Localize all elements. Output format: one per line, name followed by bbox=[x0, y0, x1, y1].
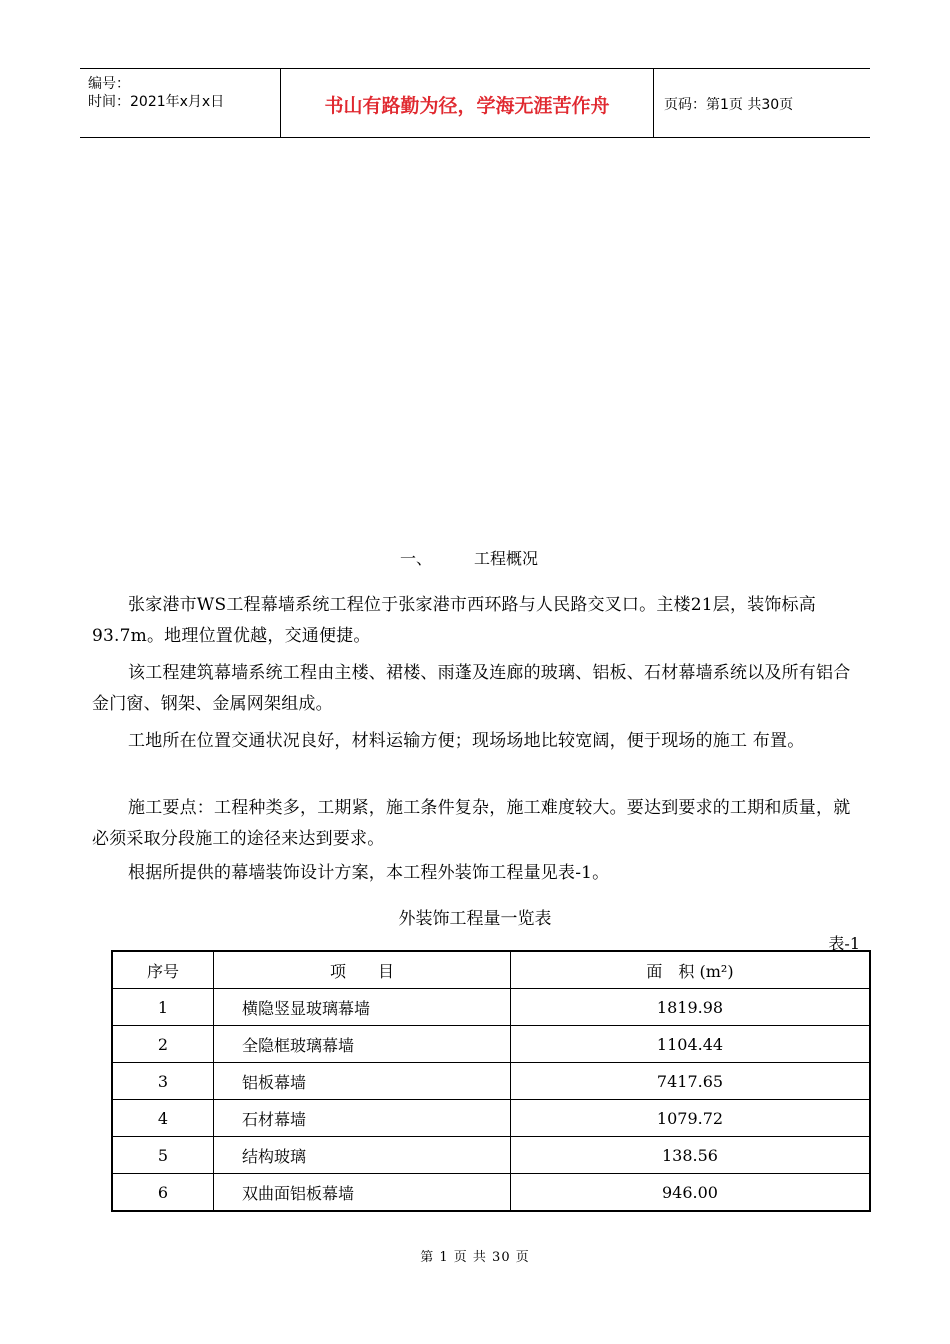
table-title: 外装饰工程量一览表 bbox=[398, 909, 552, 929]
header-area: 面 积 (m²) bbox=[511, 951, 871, 989]
table-header-row bbox=[112, 951, 870, 989]
header-motto-cell bbox=[281, 69, 654, 137]
table-row bbox=[112, 1100, 870, 1137]
row-item: 石材幕墙 bbox=[214, 1100, 511, 1137]
header-item: 项 目 bbox=[214, 951, 511, 989]
table-reference: 表-1 bbox=[828, 934, 860, 953]
row-area: 1104.44 bbox=[511, 1026, 871, 1063]
header-serial: 序号 bbox=[112, 951, 214, 989]
table-row bbox=[112, 1137, 870, 1174]
row-serial: 1 bbox=[112, 989, 214, 1026]
table-row bbox=[112, 989, 870, 1026]
quantity-table bbox=[111, 950, 871, 1212]
page-footer: 第 1 页 共 30 页 bbox=[420, 1250, 530, 1265]
row-area: 946.00 bbox=[511, 1174, 871, 1212]
row-item: 横隐竖显玻璃幕墙 bbox=[214, 989, 511, 1026]
header-page-info: 页码：第1页 共30页 bbox=[664, 97, 794, 113]
paragraph: 根据所提供的幕墙装饰设计方案，本工程外装饰工程量见表-1。 bbox=[128, 863, 610, 883]
paragraph: 工地所在位置交通状况良好，材料运输方便；现场场地比较宽阔，便于现场的施工 布置。 bbox=[128, 731, 805, 751]
page-header bbox=[80, 68, 870, 138]
header-motto: 书山有路勤为径，学海无涯苦作舟 bbox=[324, 95, 610, 117]
row-item: 双曲面铝板幕墙 bbox=[214, 1174, 511, 1212]
row-item: 结构玻璃 bbox=[214, 1137, 511, 1174]
row-serial: 5 bbox=[112, 1137, 214, 1174]
document-date: 时间：2021年x月x日 bbox=[88, 94, 225, 110]
paragraph: 施工要点：工程种类多，工期紧，施工条件复杂，施工难度较大。要达到要求的工期和质量，就必须采取分段施工的途径来达到要求。 bbox=[92, 798, 851, 849]
row-serial: 4 bbox=[112, 1100, 214, 1137]
header-page-cell bbox=[654, 69, 870, 137]
row-area: 138.56 bbox=[511, 1137, 871, 1174]
table-row bbox=[112, 1026, 870, 1063]
table-row bbox=[112, 1063, 870, 1100]
table-row bbox=[112, 1174, 870, 1212]
row-serial: 6 bbox=[112, 1174, 214, 1212]
row-item: 全隐框玻璃幕墙 bbox=[214, 1026, 511, 1063]
row-serial: 3 bbox=[112, 1063, 214, 1100]
row-serial: 2 bbox=[112, 1026, 214, 1063]
row-item: 铝板幕墙 bbox=[214, 1063, 511, 1100]
row-area: 1819.98 bbox=[511, 989, 871, 1026]
document-code-label: 编号： bbox=[88, 76, 130, 92]
row-area: 7417.65 bbox=[511, 1063, 871, 1100]
section-title: 工程概况 bbox=[474, 549, 539, 568]
paragraph: 该工程建筑幕墙系统工程由主楼、裙楼、雨蓬及连廊的玻璃、铝板、石材幕墙系统以及所有铝合金门窗、钢架、金属网架组成。 bbox=[92, 663, 851, 714]
paragraph: 张家港市WS工程幕墙系统工程位于张家港市西环路与人民路交叉口。主楼21层，装饰标高93.7m。地理位置优越，交通便捷。 bbox=[92, 595, 816, 646]
section-number: 一、 bbox=[400, 549, 433, 568]
header-meta-cell bbox=[80, 69, 281, 137]
row-area: 1079.72 bbox=[511, 1100, 871, 1137]
